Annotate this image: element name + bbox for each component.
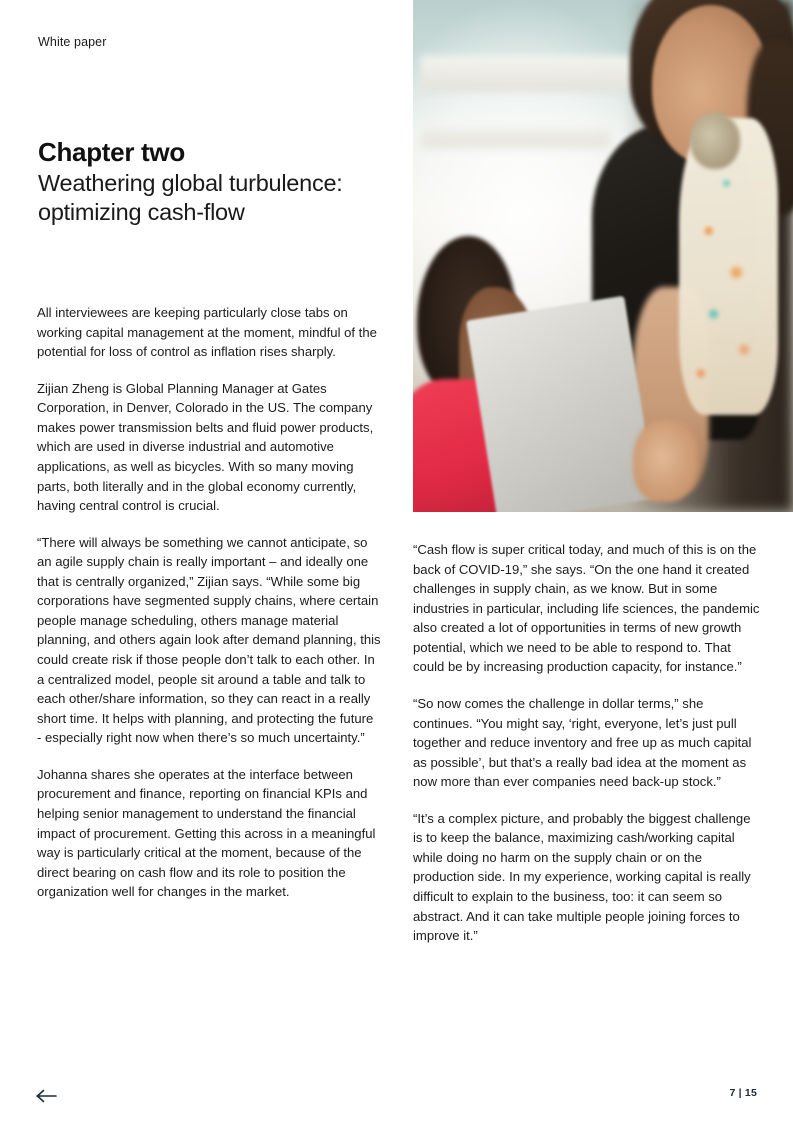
arrow-left-icon: [36, 1088, 58, 1104]
hero-photo: [413, 0, 793, 512]
page-title: Weathering global turbulence: optimizing cash-flow: [38, 170, 343, 225]
white-paper-kicker: White paper: [38, 35, 107, 49]
paragraph: “It’s a complex picture, and probably the biggest challenge is to keep the balance, maximizing cash/working capital while doing no harm on the supply chain or on the production side. In my experience, working capital is really difficult to explain to the business, too: it can seem so abstract. And it can take multiple people joining forces to improve it.”: [413, 810, 751, 944]
paragraph: “So now comes the challenge in dollar terms,” she continues. “You might say, ‘right, everyone, let’s just pull together and reduce inventory and free up as much capital as possible’, but that’s a really bad idea at the moment as now more than ever companies need back-up stock.”: [413, 695, 752, 790]
chapter-heading-block: [38, 138, 388, 226]
hero-vignette: [413, 0, 793, 512]
paragraph: Zijian Zheng is Global Planning Manager at Gates Corporation, in Denver, Colorado in the US. The company makes power transmission belts and fluid power products, which are used in diverse industrial and automotive applications, as well as bicycles. With so many moving parts, both literally and in the global economy currently, having central control is crucial.: [37, 380, 374, 514]
body-column-right: [413, 540, 761, 946]
paragraph: “There will always be something we cannot anticipate, so an agile supply chain is really important – and ideally one that is centrally organized,” Zijian says. “While some big corporations have segmented supply chains, where certain people manage scheduling, others manage material planning, and others again look after demand planning, this could create risk if those people don’t talk to each other. In a centralized model, people sit around a table and talk to each other/share information, so they can react in a really short time. It helps with planning, and protecting the future - especially right now when there’s so much uncertainty.”: [37, 534, 381, 746]
paragraph: All interviewees are keeping particularly close tabs on working capital management at the moment, mindful of the potential for loss of control as inflation rises sharply.: [37, 305, 377, 360]
page-number-indicator: 7 | 15: [729, 1087, 757, 1099]
paragraph: “Cash flow is super critical today, and much of this is on the back of COVID-19,” she says. “On the one hand it created challenges in supply chain, as we know. But in some industries in particular, including life sciences, the pandemic also created a lot of opportunities in terms of new growth potential, which we need to be able to respond to. That could be by increasing production capacity, for instance.”: [413, 542, 760, 675]
body-column-left: [37, 303, 381, 902]
back-button[interactable]: [36, 1086, 62, 1106]
paragraph: Johanna shares she operates at the interface between procurement and finance, reporting on financial KPIs and helping senior management to understand the financial impact of procurement. Getting this across in a meaningful way is particularly critical at the moment, because of the direct bearing on cash flow and its role to position the organization well for changes in the market.: [37, 766, 376, 900]
chapter-label: Chapter two: [38, 137, 185, 167]
